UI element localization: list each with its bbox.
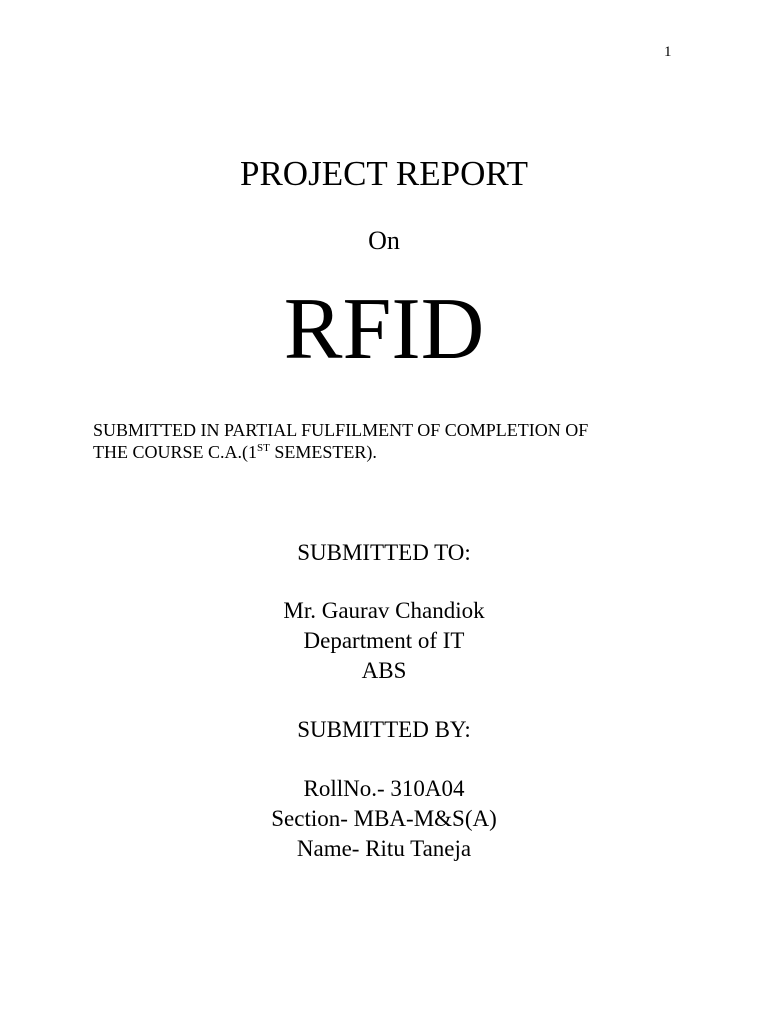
institution: ABS [361, 658, 407, 683]
submission-note-course: THE COURSE C.A.(1 [93, 442, 258, 462]
report-subject: RFID [283, 281, 485, 378]
submitted-by-heading: SUBMITTED BY: [297, 717, 471, 742]
student-name: Name- Ritu Taneja [296, 836, 472, 861]
supervisor-name: Mr. Gaurav Chandiok [283, 598, 485, 623]
on-label: On [368, 226, 400, 255]
department: Department of IT [303, 628, 465, 653]
ordinal-suffix: ST [257, 442, 270, 454]
roll-number: RollNo.- 310A04 [303, 776, 465, 801]
submission-note-semester: SEMESTER). [269, 442, 377, 462]
submission-note-line-2 [93, 441, 693, 463]
submitted-by-details [0, 774, 768, 864]
submitted-to-details [0, 596, 768, 686]
submitted-to-heading: SUBMITTED TO: [297, 540, 471, 565]
submission-note [93, 419, 693, 463]
section: Section- MBA-M&S(A) [271, 806, 497, 831]
report-title: PROJECT REPORT [239, 154, 528, 193]
submission-note-line-1: SUBMITTED IN PARTIAL FULFILMENT OF COMPLETION OF [93, 420, 589, 440]
page-number: 1 [664, 44, 672, 60]
